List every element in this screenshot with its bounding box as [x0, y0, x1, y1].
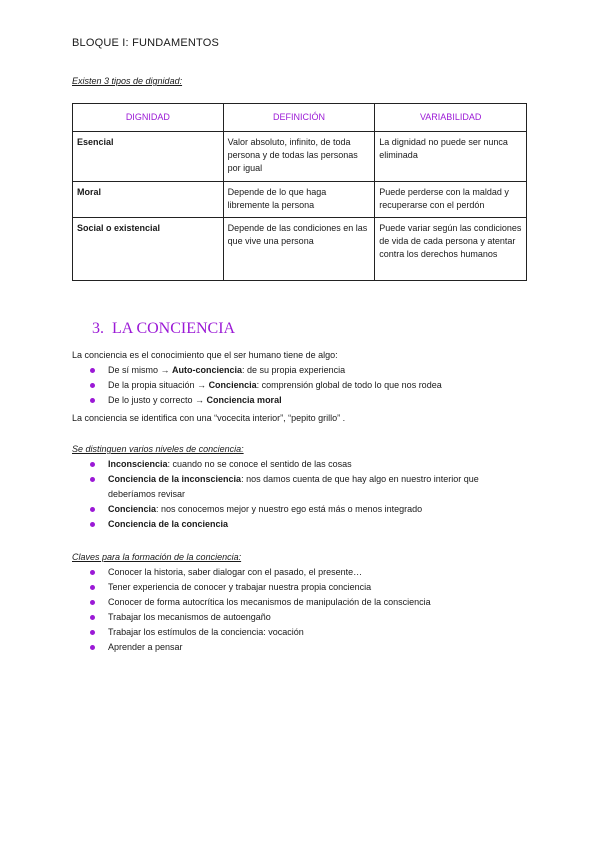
keys-list: [0, 565, 528, 655]
dignity-caption: Existen 3 tipos de dignidad:: [72, 76, 183, 86]
bullet-icon: [90, 615, 95, 620]
bullet-icon: [90, 570, 95, 575]
table-row: [73, 132, 527, 182]
section-heading: [92, 320, 235, 338]
column-header: DIGNIDAD: [73, 104, 224, 132]
table-cell-variability: Puede perderse con la maldad y recuperarse con el perdón: [375, 182, 527, 218]
table-cell-variability: Puede variar según las condiciones de vida de cada persona y atentar contra los derechos humanos: [375, 218, 527, 281]
page-header: BLOQUE I: FUNDAMENTOS: [72, 37, 220, 49]
list-item: Conciencia de la conciencia: [0, 517, 528, 532]
table-cell-term: Moral: [73, 182, 224, 218]
column-header: VARIABILIDAD: [375, 104, 527, 132]
bullet-icon: [90, 507, 95, 512]
list-item: Trabajar los estímulos de la conciencia: vocación: [0, 625, 528, 640]
list-item: Conocer de forma autocrítica los mecanismos de manipulación de la consciencia: [0, 595, 528, 610]
bullet-icon: [90, 522, 95, 527]
table-header-row: [73, 104, 527, 132]
intro-closing: La conciencia se identifica con una “vocecita interior”, “pepito grillo” .: [72, 413, 346, 423]
list-item: Trabajar los mecanismos de autoengaño: [0, 610, 528, 625]
bullet-icon: [90, 383, 95, 388]
table-row: [73, 182, 527, 218]
list-item: Conciencia de la inconsciencia: nos damos cuenta de que hay algo en nuestro interior que deberíamos revisar: [0, 472, 528, 502]
table-row: [73, 218, 527, 281]
list-item: Tener experiencia de conocer y trabajar nuestra propia conciencia: [0, 580, 528, 595]
table-cell-definition: Depende de las condiciones en las que vive una persona: [223, 218, 375, 281]
bullet-icon: [90, 477, 95, 482]
list-item: Aprender a pensar: [0, 640, 528, 655]
bullet-icon: [90, 645, 95, 650]
intro-list: [0, 363, 528, 408]
list-item: De la propia situación → Conciencia: comprensión global de todo lo que nos rodea: [0, 378, 528, 393]
column-header: DEFINICIÓN: [223, 104, 375, 132]
bullet-icon: [90, 585, 95, 590]
section-number: 3.: [92, 320, 104, 337]
levels-list: [0, 457, 528, 532]
keys-caption: Claves para la formación de la conciencia:: [72, 552, 242, 562]
list-item: Conocer la historia, saber dialogar con el pasado, el presente…: [0, 565, 528, 580]
list-item: Inconsciencia: cuando no se conoce el sentido de las cosas: [0, 457, 528, 472]
table-cell-term: Social o existencial: [73, 218, 224, 281]
bullet-icon: [90, 462, 95, 467]
bullet-icon: [90, 630, 95, 635]
levels-caption: Se distinguen varios niveles de conciencia:: [72, 444, 244, 454]
intro-paragraph: La conciencia es el conocimiento que el ser humano tiene de algo:: [72, 350, 338, 360]
table-cell-term: Esencial: [73, 132, 224, 182]
list-item: Conciencia: nos conocemos mejor y nuestro ego está más o menos integrado: [0, 502, 528, 517]
table-cell-definition: Depende de lo que haga libremente la persona: [223, 182, 375, 218]
dignity-table: [72, 103, 527, 281]
bullet-icon: [90, 398, 95, 403]
table-cell-variability: La dignidad no puede ser nunca eliminada: [375, 132, 527, 182]
bullet-icon: [90, 368, 95, 373]
bullet-icon: [90, 600, 95, 605]
section-title: LA CONCIENCIA: [112, 320, 236, 337]
table-cell-definition: Valor absoluto, infinito, de toda persona y de todas las personas por igual: [223, 132, 375, 182]
list-item: De sí mismo → Auto-conciencia: de su propia experiencia: [0, 363, 528, 378]
list-item: De lo justo y correcto → Conciencia moral: [0, 393, 528, 408]
